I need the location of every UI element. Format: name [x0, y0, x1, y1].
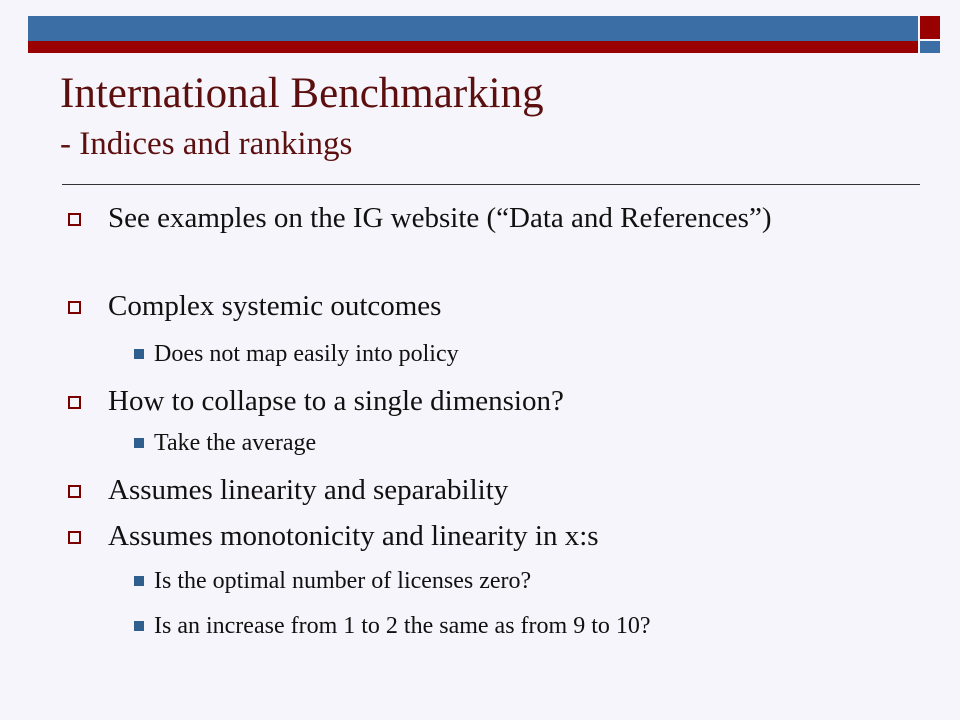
sub-bullet-text: Is an increase from 1 to 2 the same as from 9 to 10?	[154, 613, 651, 639]
hollow-square-bullet-icon	[68, 301, 81, 314]
bullet-text: Assumes monotonicity and linearity in x:s	[108, 520, 599, 552]
hollow-square-bullet-icon	[68, 531, 81, 544]
sub-bullet-item	[134, 339, 894, 369]
bullet-item	[68, 473, 868, 507]
bullet-item	[68, 289, 868, 323]
bullet-text: Assumes linearity and separability	[108, 474, 509, 506]
hollow-square-bullet-icon	[68, 213, 81, 226]
sub-bullet-text: Is the optimal number of licenses zero?	[154, 568, 532, 594]
bullet-item	[68, 519, 868, 553]
bullet-item	[68, 384, 868, 418]
bullet-text: How to collapse to a single dimension?	[108, 385, 564, 417]
filled-square-bullet-icon	[134, 349, 144, 359]
hollow-square-bullet-icon	[68, 396, 81, 409]
filled-square-bullet-icon	[134, 621, 144, 631]
sub-bullet-item	[134, 566, 894, 596]
bullet-text: Complex systemic outcomes	[108, 290, 442, 322]
slide-subtitle: - Indices and rankings	[60, 126, 353, 162]
bullet-item	[68, 201, 868, 235]
sub-bullet-item	[134, 611, 894, 641]
sub-bullet-item	[134, 428, 894, 458]
sub-bullet-text: Take the average	[154, 430, 317, 456]
slide-title: International Benchmarking	[60, 70, 544, 117]
filled-square-bullet-icon	[134, 576, 144, 586]
hollow-square-bullet-icon	[68, 485, 81, 498]
filled-square-bullet-icon	[134, 438, 144, 448]
bullet-text: See examples on the IG website (“Data and References”)	[108, 202, 772, 234]
sub-bullet-text: Does not map easily into policy	[154, 341, 459, 367]
